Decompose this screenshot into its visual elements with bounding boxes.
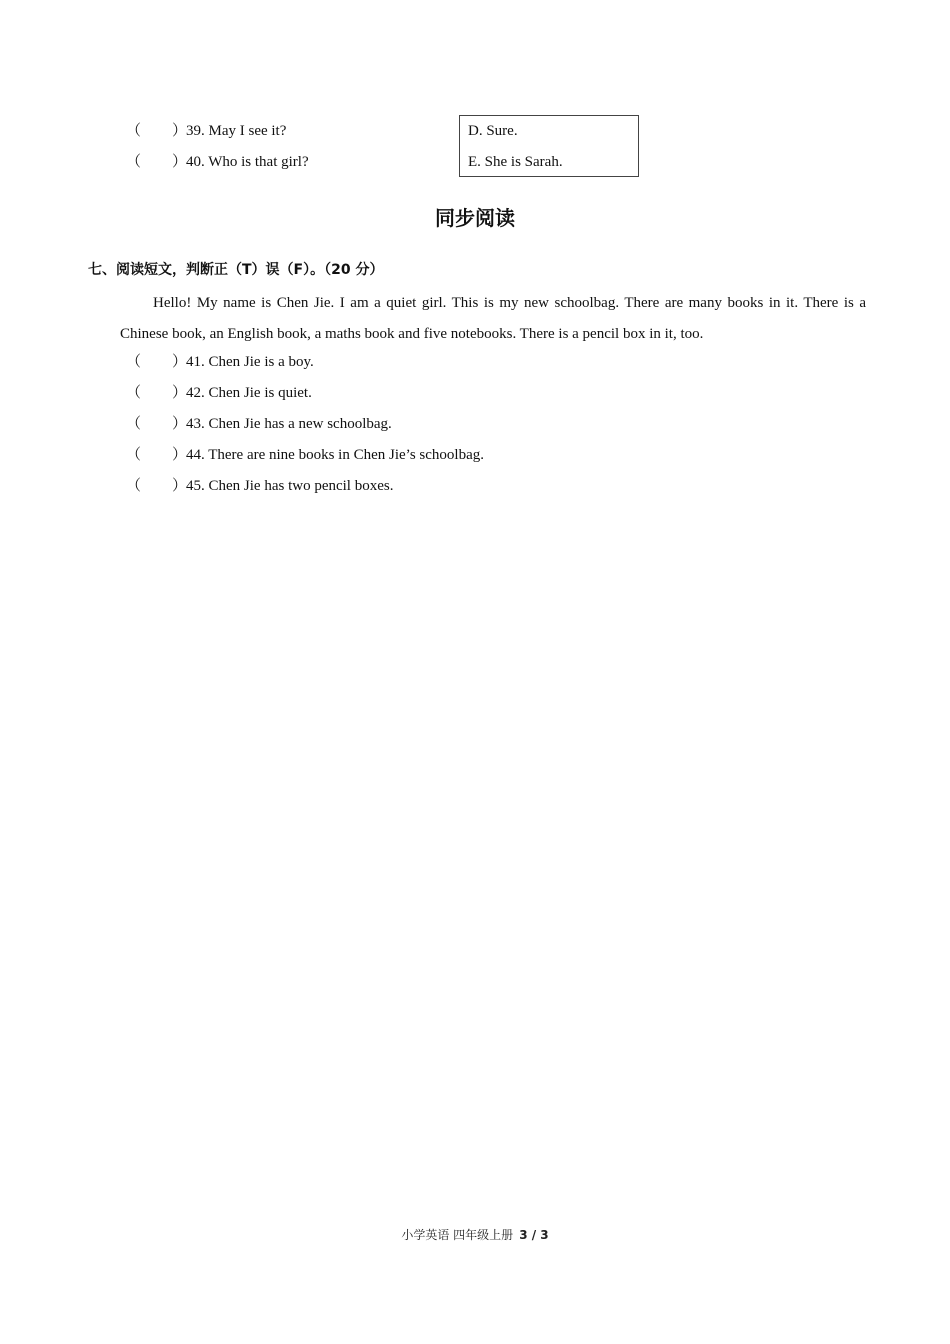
question-42 xyxy=(126,383,312,403)
question-text: 39. May I see it? xyxy=(186,123,287,139)
question-text: 41. Chen Jie is a boy. xyxy=(186,354,314,370)
answer-blank-close: ） xyxy=(172,154,188,170)
question-41 xyxy=(126,352,314,372)
answer-blank-close: ） xyxy=(172,478,188,494)
page-footer xyxy=(0,1226,950,1243)
question-43 xyxy=(126,414,392,434)
question-text: 40. Who is that girl? xyxy=(186,154,309,170)
answer-blank-close: ） xyxy=(172,123,188,139)
answer-blank-close: ） xyxy=(172,416,188,432)
option-e: E. She is Sarah. xyxy=(468,154,563,170)
question-text: 45. Chen Jie has two pencil boxes. xyxy=(186,478,394,494)
question-text: 43. Chen Jie has a new schoolbag. xyxy=(186,416,392,432)
answer-blank-close: ） xyxy=(172,385,188,401)
answer-blank-open: （ xyxy=(126,447,142,463)
question-39 xyxy=(126,121,286,141)
page-number: 3 / 3 xyxy=(519,1228,549,1242)
reading-passage: Hello! My name is Chen Jie. I am a quiet girl. This is my new schoolbag. There are many books in it. There is a Chinese book, an English book, a maths book and five notebooks. There is a pencil box in it, too. xyxy=(120,295,866,342)
answer-blank-open: （ xyxy=(126,154,142,170)
footer-label: 小学英语 四年级上册 xyxy=(401,1228,514,1242)
answer-blank-open: （ xyxy=(126,123,142,139)
part-heading: 七、阅读短文，判断正（T）误（F）。（20 分） xyxy=(88,262,384,278)
question-44 xyxy=(126,445,484,465)
answer-blank-open: （ xyxy=(126,354,142,370)
answer-options-box xyxy=(459,115,639,177)
question-40 xyxy=(126,152,309,172)
answer-blank-open: （ xyxy=(126,416,142,432)
answer-blank-open: （ xyxy=(126,385,142,401)
question-text: 44. There are nine books in Chen Jie’s schoolbag. xyxy=(186,447,484,463)
section-title: 同步阅读 xyxy=(435,206,515,230)
option-d: D. Sure. xyxy=(468,123,518,139)
question-text: 42. Chen Jie is quiet. xyxy=(186,385,312,401)
answer-blank-close: ） xyxy=(172,354,188,370)
answer-blank-open: （ xyxy=(126,478,142,494)
answer-blank-close: ） xyxy=(172,447,188,463)
question-45 xyxy=(126,476,393,496)
